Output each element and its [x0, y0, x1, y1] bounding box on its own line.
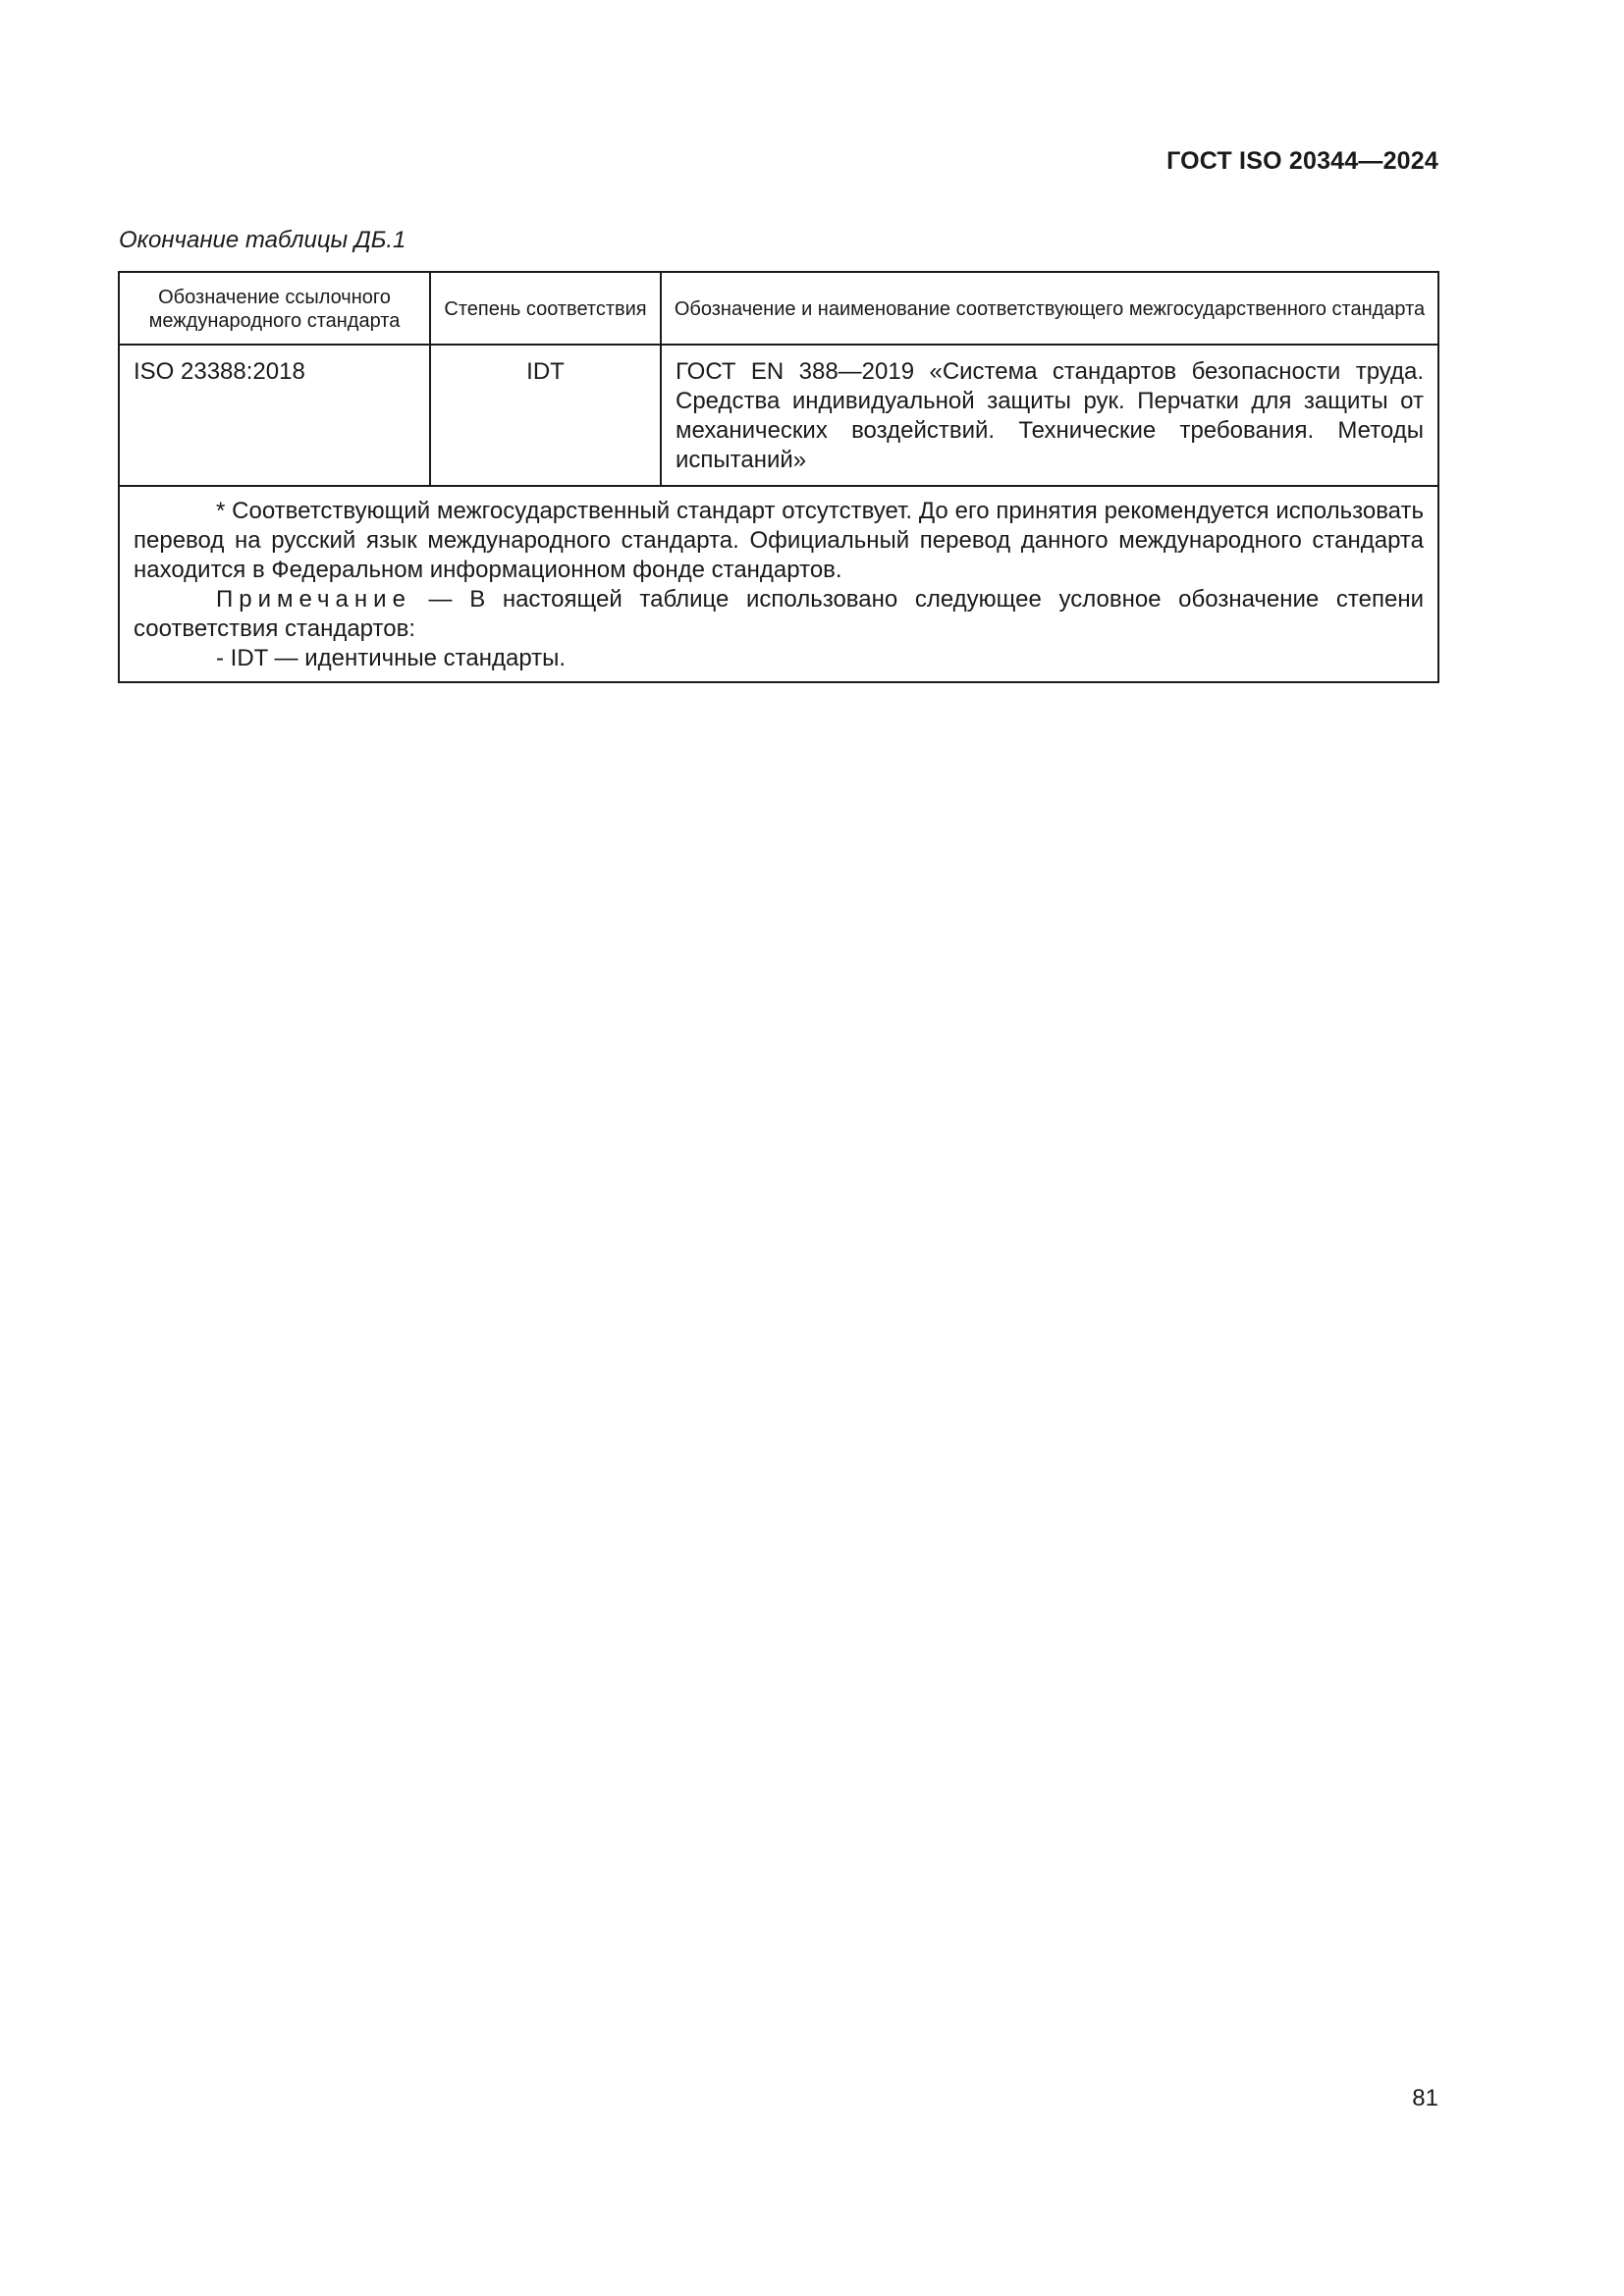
column-header-degree: Степень соответствия [430, 272, 661, 345]
table-footnote-row [119, 486, 1438, 682]
footnote-cell [119, 486, 1438, 682]
cell-reference-code: ISO 23388:2018 [119, 345, 430, 486]
note-label: Примечание [216, 586, 411, 613]
reference-standards-table [118, 271, 1439, 683]
table-caption: Окончание таблицы ДБ.1 [119, 227, 406, 253]
table-row [119, 345, 1438, 486]
table-header-row [119, 272, 1438, 345]
footnote-note [134, 585, 1424, 644]
document-code: ГОСТ ISO 20344—2024 [1166, 147, 1438, 175]
column-header-interstate-standard: Обозначение и наименование соответствующего межгосударственного стандарта [661, 272, 1438, 345]
page-number: 81 [1412, 2085, 1438, 2111]
footnote-asterisk: * Соответствующий межгосударственный стандарт отсутствует. До его принятия рекомендуется использовать перевод на русский язык международного стандарта. Официальный перевод данного международного стандарта находится в Федеральном информационном фонде стандартов. [134, 498, 1424, 583]
cell-interstate-standard: ГОСТ EN 388—2019 «Система стандартов безопасности труда. Средства индивидуальной защиты рук. Перчатки для защиты от механических воздействий. Технические требования. Методы испытаний» [661, 345, 1438, 486]
note-text: — В настоящей таблице использовано следующее условное обозначение степени соответствия стандартов: [134, 586, 1424, 642]
column-header-reference-standard: Обозначение ссылочного международного стандарта [119, 272, 430, 345]
footnote-legend-item: - IDT — идентичные стандарты. [216, 645, 567, 671]
cell-degree: IDT [430, 345, 661, 486]
